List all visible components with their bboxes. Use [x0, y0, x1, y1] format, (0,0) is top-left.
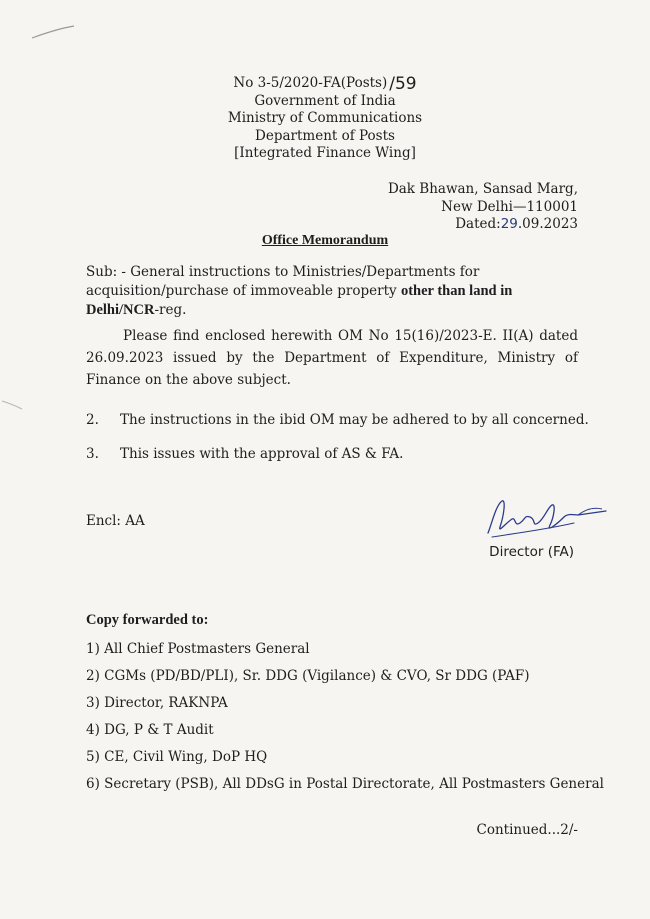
memo-title: Office Memorandum [261, 233, 389, 248]
subject-line [86, 263, 581, 320]
letterhead-line-department: Department of Posts [255, 127, 395, 144]
point-2 [86, 412, 589, 428]
point-text: The instructions in the ibid OM may be adhered to by all concerned. [120, 412, 589, 428]
scan-mark-top-left [30, 22, 80, 42]
subject-prefix: Sub: - General instructions to Ministries/Departments for acquisition/purchase of immoveable property [86, 264, 480, 299]
scan-mark-left [0, 395, 30, 415]
date-line [388, 216, 578, 234]
address-line-2: New Delhi—110001 [441, 198, 578, 215]
body-paragraph: Please find enclosed herewith OM No 15(16)/2023-E. II(A) dated 26.09.2023 issued by the Department of Expenditure, Ministry of Finance on the above subject. [86, 328, 578, 388]
point-text: This issues with the approval of AS & FA. [120, 446, 404, 462]
address-line-1: Dak Bhawan, Sansad Marg, [387, 181, 578, 197]
date-rest: .09.2023 [517, 216, 578, 232]
handwritten-ref-suffix: /59 [389, 74, 417, 94]
signature-image [478, 493, 628, 548]
reference-number-text: No 3-5/2020-FA(Posts) [233, 75, 388, 91]
sender-address [388, 181, 578, 234]
point-number: 3. [86, 446, 99, 462]
list-item: 3) Director, RAKNPA [86, 695, 228, 711]
list-item: 5) CE, Civil Wing, DoP HQ [86, 749, 268, 765]
signatory-designation: Director (FA) [489, 544, 574, 560]
letterhead-line-wing: [Integrated Finance Wing] [234, 145, 416, 161]
letterhead-line-government: Government of India [254, 92, 396, 109]
subject-suffix: -reg. [154, 302, 187, 318]
subject-bold: other than land in Delhi/NCR [86, 283, 513, 318]
enclosure-note: Encl: AA [86, 513, 145, 529]
continued-note: Continued...2/- [476, 822, 578, 838]
point-3 [86, 446, 403, 462]
copy-forwarded-heading: Copy forwarded to: [86, 612, 209, 628]
handwritten-date-day: 29 [500, 216, 518, 232]
letterhead [0, 74, 650, 163]
point-number: 2. [86, 412, 99, 428]
list-item: 2) CGMs (PD/BD/PLI), Sr. DDG (Vigilance) & CVO, Sr DDG (PAF) [86, 668, 530, 684]
date-label: Dated: [455, 216, 501, 232]
list-item: 6) Secretary (PSB), All DDsG in Postal Directorate, All Postmasters General [86, 776, 604, 792]
letterhead-line-ministry: Ministry of Communications [227, 110, 423, 126]
reference-number [233, 74, 416, 93]
copy-recipient-list [86, 640, 604, 802]
list-item: 1) All Chief Postmasters General [86, 641, 310, 657]
list-item: 4) DG, P & T Audit [86, 722, 214, 738]
